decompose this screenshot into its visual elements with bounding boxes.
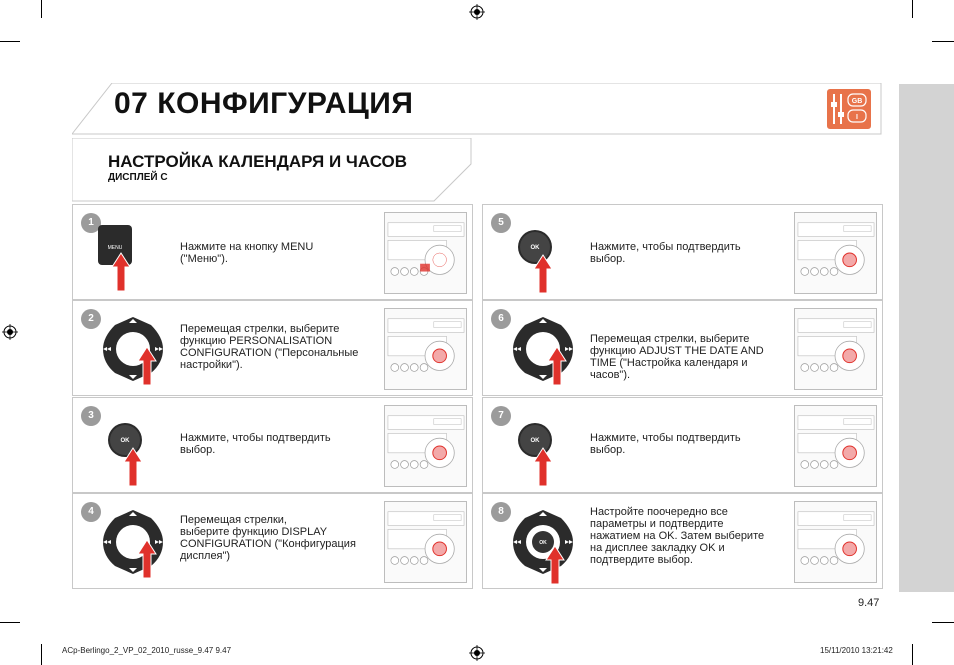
menu-button-label: MENU: [107, 245, 123, 251]
ok-button-icon: [503, 211, 583, 295]
dpad-arrows-icon: [93, 500, 173, 584]
step-number: 3: [81, 406, 101, 426]
step-text: Нажмите, чтобы подтвердить выбор.: [180, 432, 331, 456]
radio-panel-icon: [384, 405, 467, 487]
icon-badge-bottom: I: [856, 114, 858, 121]
step-text: Нажмите на кнопку MENU ("Меню").: [180, 241, 314, 265]
radio-panel-icon: [384, 212, 467, 294]
page-number: 9.47: [858, 597, 880, 609]
instruction-step: [482, 397, 883, 493]
icon-badge-top: GB: [851, 98, 863, 105]
section-title: НАСТРОЙКА КАЛЕНДАРЯ И ЧАСОВ: [108, 152, 408, 171]
ok-button-label: OK: [120, 438, 130, 444]
step-text: Перемещая стрелки, выберите функцию DISPLAY CONFIGURATION ("Конфигурация дисплея"): [180, 514, 356, 562]
instruction-step: [482, 300, 883, 396]
crop-mark: [41, 644, 42, 665]
dpad-ok-icon: [503, 500, 583, 584]
ok-button-label: OK: [530, 438, 540, 444]
crop-mark: [932, 622, 954, 623]
footer-file-info: ACp-Berlingo_2_VP_02_2010_russe_9.47 9.47: [62, 646, 232, 655]
radio-panel-icon: [794, 212, 877, 294]
crop-mark: [912, 644, 913, 665]
step-number: 8: [491, 502, 511, 522]
registration-mark-icon: [469, 4, 485, 20]
instruction-step: [482, 493, 883, 589]
section-subtitle: ДИСПЛЕЙ C: [108, 172, 168, 183]
ok-button-label: OK: [539, 540, 547, 546]
settings-sliders-icon: [826, 88, 872, 130]
step-text: Перемещая стрелки, выберите функцию ADJUST THE DATE AND TIME ("Настройка календаря и часов").: [590, 333, 764, 381]
instruction-step: [482, 204, 883, 300]
instruction-step: [72, 493, 473, 589]
step-text: Нажмите, чтобы подтвердить выбор.: [590, 432, 741, 456]
crop-mark: [932, 41, 954, 42]
ok-button-icon: [93, 404, 173, 488]
crop-mark: [0, 622, 20, 623]
step-text: Перемещая стрелки, выберите функцию PERSONALISATION CONFIGURATION ("Персональные настройки").: [180, 323, 359, 371]
crop-mark: [0, 41, 20, 42]
step-number: 7: [491, 406, 511, 426]
instruction-step: [72, 397, 473, 493]
side-chapter-tab: [899, 84, 954, 592]
step-number: 1: [81, 213, 101, 233]
step-number: 6: [491, 309, 511, 329]
step-number: 5: [491, 213, 511, 233]
footer-timestamp: 15/11/2010 13:21:42: [820, 646, 893, 655]
dpad-arrows-icon: [93, 307, 173, 391]
menu-button-icon: [93, 211, 173, 295]
radio-panel-icon: [794, 308, 877, 390]
step-number: 4: [81, 502, 101, 522]
step-text: Нажмите, чтобы подтвердить выбор.: [590, 241, 741, 265]
ok-button-label: OK: [530, 245, 540, 251]
crop-mark: [912, 0, 913, 18]
ok-button-icon: [503, 404, 583, 488]
step-number: 2: [81, 309, 101, 329]
registration-mark-icon: [469, 645, 485, 661]
instruction-step: [72, 300, 473, 396]
radio-panel-icon: [384, 308, 467, 390]
radio-panel-icon: [794, 405, 877, 487]
instruction-step: [72, 204, 473, 300]
crop-mark: [41, 0, 42, 18]
chapter-title: 07 КОНФИГУРАЦИЯ: [114, 87, 414, 120]
radio-panel-icon: [384, 501, 467, 583]
registration-mark-icon: [2, 324, 18, 340]
step-text: Настройте поочередно все параметры и подтвердите нажатием на OK. Затем выберите на дисплее закладку OK и подтвердите выбор.: [590, 506, 765, 566]
dpad-arrows-icon: [503, 307, 583, 391]
radio-panel-icon: [794, 501, 877, 583]
